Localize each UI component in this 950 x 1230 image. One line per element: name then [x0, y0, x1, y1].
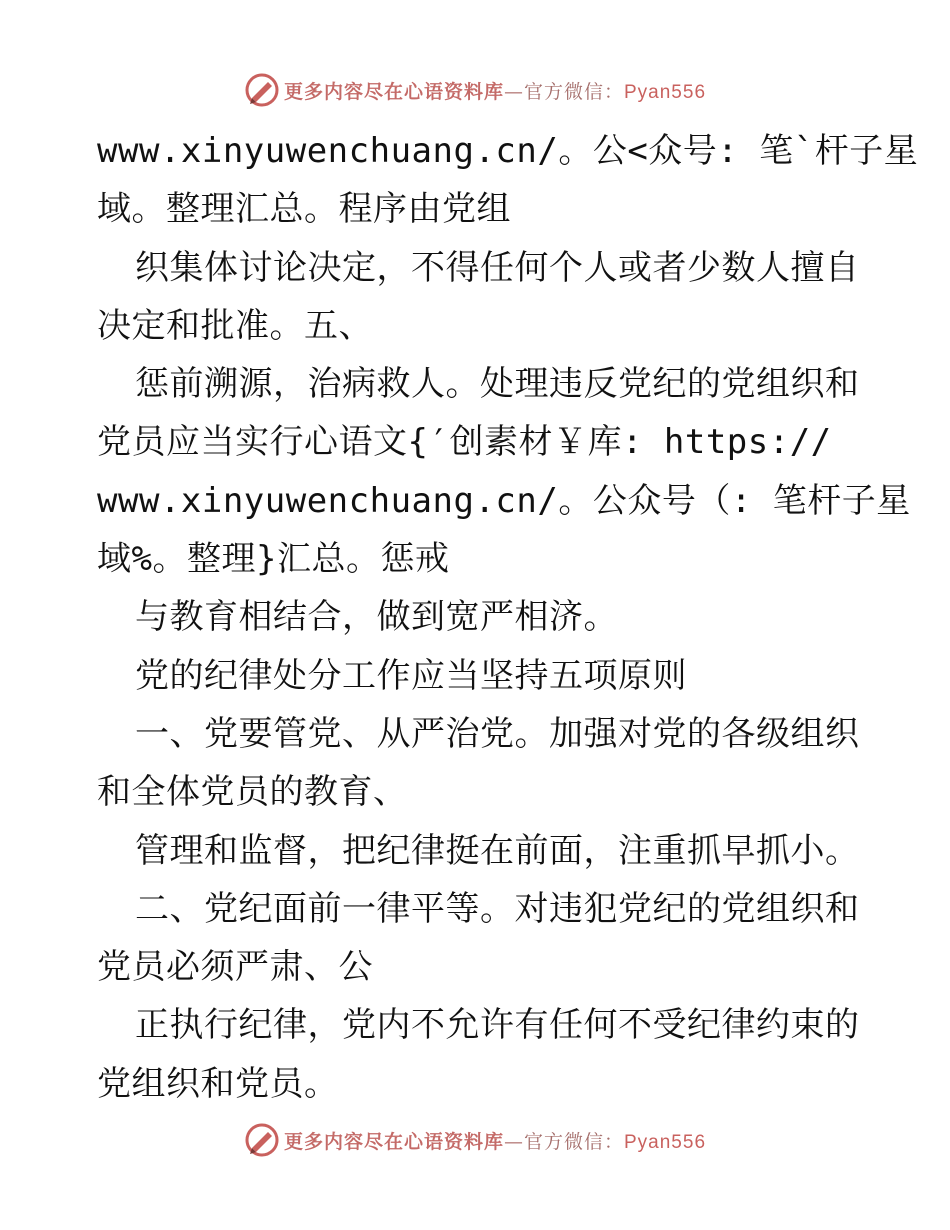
text-line: 决定和批准。五、 [97, 305, 373, 346]
text-line: 域%。整理}汇总。惩戒 [97, 539, 450, 580]
text-line: 二、党纪面前一律平等。对违犯党纪的党组织和 [135, 888, 860, 929]
text-line: 正执行纪律，党内不允许有任何不受纪律约束的 [135, 1005, 860, 1046]
footer-banner [0, 1120, 950, 1160]
banner-dash: — [503, 1130, 524, 1153]
document-body [97, 122, 919, 1113]
text-line: 管理和监督，把纪律挺在前面，注重抓早抓小。 [135, 830, 860, 871]
text-line: 与教育相结合，做到宽严相济。 [135, 597, 618, 638]
banner-wechat-label: 官方微信： [523, 80, 624, 103]
text-line: www.xinyuwenchuang.cn/。公<众号: 笔`杆子星 [97, 131, 919, 171]
text-line: 党员必须严肃、公 [97, 947, 373, 988]
text-line: 党的纪律处分工作应当坚持五项原则 [135, 655, 687, 696]
banner-wechat-id: Pyan556 [624, 1131, 707, 1153]
header-banner [0, 70, 950, 110]
text-line: 惩前溯源，治病救人。处理违反党纪的党组织和 [135, 364, 860, 405]
text-line: 党员应当实行心语文{′创素材￥库: https:// [97, 422, 832, 463]
banner-text [284, 1127, 706, 1154]
banner-wechat-id: Pyan556 [624, 81, 707, 103]
text-line: 和全体党员的教育、 [97, 772, 408, 813]
banner-wechat-label: 官方微信： [523, 1130, 624, 1153]
text-line: www.xinyuwenchuang.cn/。公众号（: 笔杆子星 [97, 480, 911, 521]
pen-logo-icon [244, 1122, 280, 1158]
pen-logo-icon [244, 72, 280, 108]
banner-site-name: 更多内容尽在心语资料库 [283, 80, 504, 103]
text-line: 党组织和党员。 [97, 1063, 339, 1104]
banner-dash: — [503, 80, 524, 103]
banner-site-name: 更多内容尽在心语资料库 [283, 1130, 504, 1153]
text-line: 域。整理汇总。程序由党组 [97, 189, 511, 230]
text-line: 织集体讨论决定，不得任何个人或者少数人擅自 [135, 247, 860, 288]
banner-text [284, 77, 706, 104]
text-line: 一、党要管党、从严治党。加强对党的各级组织 [135, 713, 860, 754]
